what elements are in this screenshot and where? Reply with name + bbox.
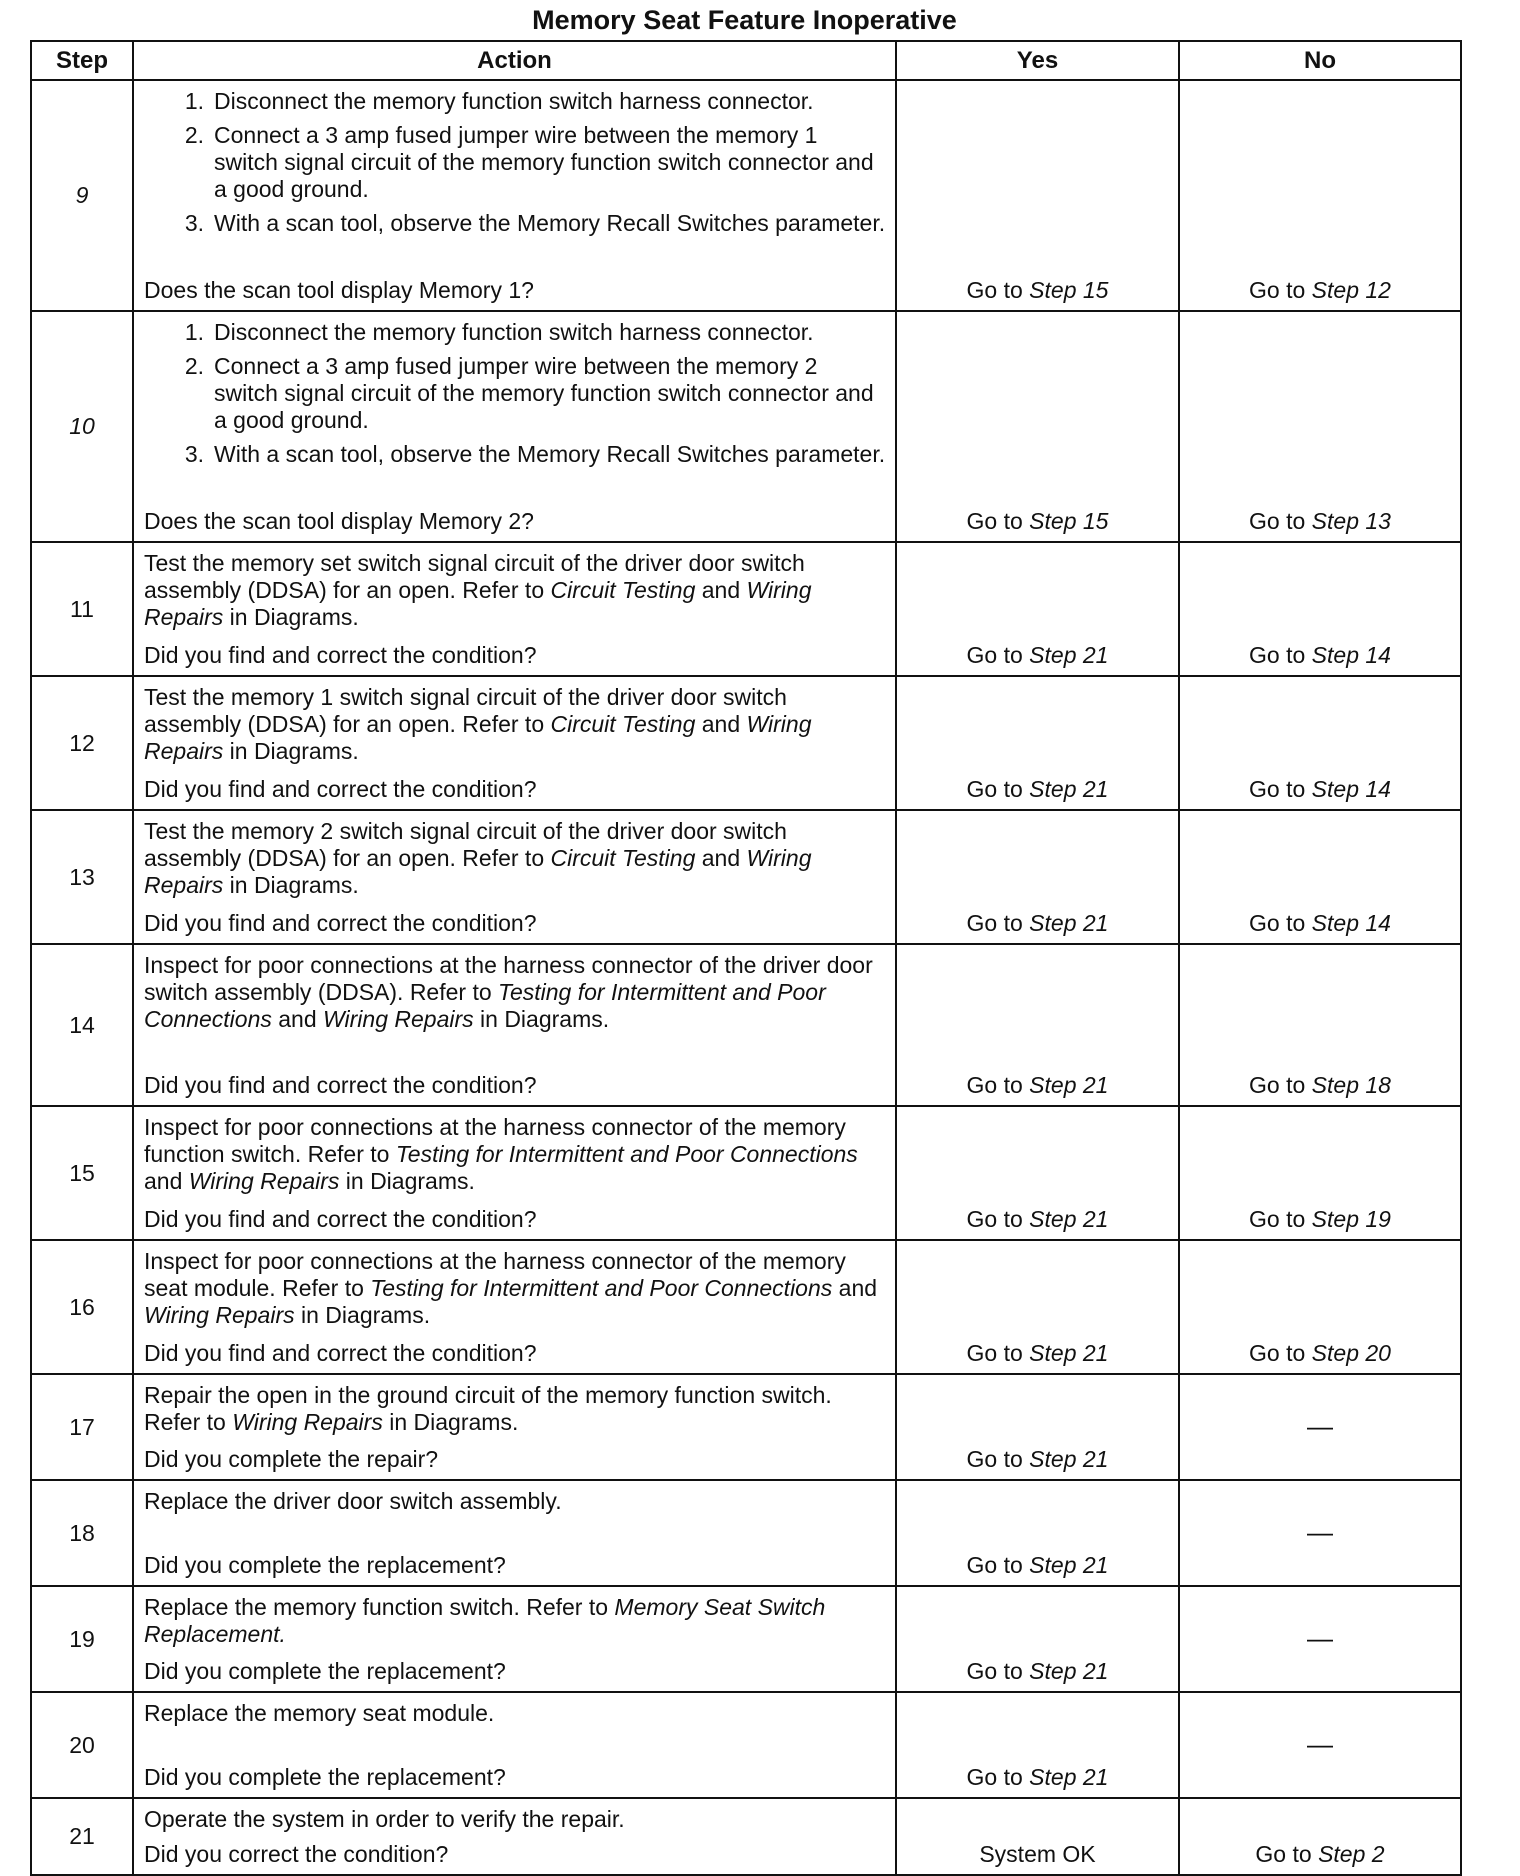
question-text: Did you find and correct the condition?	[144, 1072, 537, 1098]
step-link: Step 21	[1029, 910, 1109, 936]
step-number: 21	[31, 1798, 133, 1875]
step-number: 17	[31, 1374, 133, 1480]
page-title: Memory Seat Feature Inoperative	[532, 5, 957, 35]
no-cell: Go to Step 13	[1179, 311, 1461, 542]
no-cell: Go to Step 2	[1179, 1798, 1461, 1875]
doc-reference: Wiring Repairs	[144, 577, 812, 630]
instruction-text: Repair the open in the ground circuit of the memory function switch. Refer to Wiring Repairs in Diagrams.	[144, 1382, 832, 1435]
table-row	[31, 1374, 1461, 1480]
no-cell: Go to Step 18	[1179, 944, 1461, 1106]
step-link: Step 21	[1029, 1764, 1109, 1790]
diagnostic-table	[30, 40, 1462, 1876]
doc-reference: Testing for Intermittent and Poor Connections	[370, 1275, 833, 1301]
list-item: 2. Connect a 3 amp fused jumper wire between the memory 2 switch signal circuit of the memory function switch connector and a good ground.	[184, 353, 874, 433]
step-link: Step 12	[1311, 277, 1391, 303]
table-row	[31, 1586, 1461, 1692]
no-dash: —	[1307, 1517, 1333, 1547]
action-cell	[133, 944, 896, 1106]
step-number: 15	[31, 1106, 133, 1240]
step-number: 16	[31, 1240, 133, 1374]
list-item: 1. Disconnect the memory function switch harness connector.	[184, 319, 814, 345]
yes-cell: Go to Step 21	[896, 1106, 1179, 1240]
question-text: Does the scan tool display Memory 1?	[144, 277, 534, 303]
question-text: Did you complete the replacement?	[144, 1764, 506, 1790]
step-number: 19	[31, 1586, 133, 1692]
step-number: 11	[31, 542, 133, 676]
step-link: Step 21	[1029, 1072, 1109, 1098]
step-number: 10	[31, 311, 133, 542]
step-link: Step 21	[1029, 1446, 1109, 1472]
instruction-text: Inspect for poor connections at the harness connector of the memory function switch. Refer to Testing for Intermittent and Poor Connections and Wiring Repairs in Diagrams.	[144, 1114, 858, 1194]
yes-cell: Go to Step 21	[896, 1480, 1179, 1586]
table-row	[31, 944, 1461, 1106]
no-cell: Go to Step 12	[1179, 80, 1461, 311]
doc-reference: Wiring Repairs	[144, 845, 812, 898]
yes-cell: Go to Step 15	[896, 311, 1179, 542]
header-step: Step	[31, 41, 133, 80]
doc-reference: Wiring Repairs	[144, 1302, 295, 1328]
doc-reference: Wiring Repairs	[323, 1006, 474, 1032]
instruction-text: Test the memory set switch signal circuit of the driver door switch assembly (DDSA) for an open. Refer to Circuit Testing and Wiring Repairs in Diagrams.	[144, 550, 812, 630]
instruction-text: Replace the memory function switch. Refer to Memory Seat Switch Replacement.	[144, 1594, 826, 1647]
no-cell	[1179, 1374, 1461, 1480]
yes-cell: Go to Step 21	[896, 944, 1179, 1106]
step-link: Step 14	[1311, 776, 1391, 802]
doc-reference: Memory Seat Switch Replacement.	[144, 1594, 826, 1647]
yes-cell: Go to Step 21	[896, 676, 1179, 810]
step-link: Step 21	[1029, 1206, 1109, 1232]
step-link: Step 13	[1311, 508, 1391, 534]
doc-reference: Circuit Testing	[550, 711, 696, 737]
question-text: Did you find and correct the condition?	[144, 910, 537, 936]
header-yes: Yes	[896, 41, 1179, 80]
yes-cell: Go to Step 21	[896, 1586, 1179, 1692]
step-number: 20	[31, 1692, 133, 1798]
instruction-text: Replace the driver door switch assembly.	[144, 1488, 562, 1514]
step-link: Step 15	[1029, 508, 1109, 534]
step-number: 13	[31, 810, 133, 944]
action-cell	[133, 311, 896, 542]
no-cell: Go to Step 20	[1179, 1240, 1461, 1374]
step-link: Step 21	[1029, 1340, 1109, 1366]
doc-reference: Wiring Repairs	[188, 1168, 340, 1194]
step-link: Step 21	[1029, 1658, 1109, 1684]
question-text: Did you find and correct the condition?	[144, 1206, 537, 1232]
table-row	[31, 1480, 1461, 1586]
instruction-text: Replace the memory seat module.	[144, 1700, 495, 1726]
question-text: Did you correct the condition?	[144, 1841, 449, 1867]
question-text: Did you find and correct the condition?	[144, 776, 537, 802]
table-row	[31, 80, 1461, 311]
yes-cell: Go to Step 21	[896, 1374, 1179, 1480]
action-cell	[133, 80, 896, 311]
doc-reference: Circuit Testing	[550, 577, 696, 603]
question-text: Does the scan tool display Memory 2?	[144, 508, 534, 534]
no-cell: Go to Step 14	[1179, 542, 1461, 676]
instruction-text: Test the memory 1 switch signal circuit of the driver door switch assembly (DDSA) for an open. Refer to Circuit Testing and Wiring Repairs in Diagrams.	[144, 684, 812, 764]
step-link: Step 21	[1029, 1552, 1109, 1578]
step-link: Step 21	[1029, 642, 1109, 668]
instruction-text: Test the memory 2 switch signal circuit of the driver door switch assembly (DDSA) for an open. Refer to Circuit Testing and Wiring Repairs in Diagrams.	[144, 818, 812, 898]
table-row	[31, 1106, 1461, 1240]
header-action: Action	[133, 41, 896, 80]
step-link: Step 21	[1029, 776, 1109, 802]
no-cell: Go to Step 19	[1179, 1106, 1461, 1240]
action-cell	[133, 542, 896, 676]
step-link: Step 19	[1311, 1206, 1391, 1232]
step-link: Step 2	[1318, 1841, 1385, 1867]
table-row	[31, 1240, 1461, 1374]
doc-reference: Wiring Repairs	[144, 711, 812, 764]
doc-reference: Testing for Intermittent and Poor Connections	[144, 979, 826, 1032]
step-number: 18	[31, 1480, 133, 1586]
yes-cell: Go to Step 15	[896, 80, 1179, 311]
yes-cell	[896, 1798, 1179, 1875]
yes-cell: Go to Step 21	[896, 810, 1179, 944]
action-cell	[133, 1106, 896, 1240]
list-item: 3. With a scan tool, observe the Memory Recall Switches parameter.	[184, 441, 886, 467]
yes-result: System OK	[979, 1841, 1096, 1867]
action-cell	[133, 1240, 896, 1374]
table-row	[31, 810, 1461, 944]
question-text: Did you find and correct the condition?	[144, 642, 537, 668]
no-cell	[1179, 1586, 1461, 1692]
instruction-text: Inspect for poor connections at the harness connector of the memory seat module. Refer to Testing for Intermittent and Poor Connections and Wiring Repairs in Diagrams.	[144, 1248, 878, 1328]
action-cell	[133, 676, 896, 810]
question-text: Did you complete the replacement?	[144, 1552, 506, 1578]
question-text: Did you complete the repair?	[144, 1446, 439, 1472]
yes-cell: Go to Step 21	[896, 1692, 1179, 1798]
step-link: Step 20	[1311, 1340, 1391, 1366]
step-link: Step 14	[1311, 910, 1391, 936]
yes-cell: Go to Step 21	[896, 542, 1179, 676]
yes-cell: Go to Step 21	[896, 1240, 1179, 1374]
action-cell	[133, 1798, 896, 1875]
action-cell	[133, 810, 896, 944]
doc-reference: Testing for Intermittent and Poor Connections	[395, 1141, 858, 1167]
list-item: 2. Connect a 3 amp fused jumper wire between the memory 1 switch signal circuit of the memory function switch connector and a good ground.	[184, 122, 874, 202]
step-link: Step 18	[1311, 1072, 1391, 1098]
no-cell	[1179, 1692, 1461, 1798]
action-cell	[133, 1480, 896, 1586]
no-dash: —	[1307, 1623, 1333, 1653]
no-cell	[1179, 1480, 1461, 1586]
step-link: Step 15	[1029, 277, 1109, 303]
action-cell	[133, 1586, 896, 1692]
doc-reference: Circuit Testing	[550, 845, 696, 871]
table-row	[31, 1692, 1461, 1798]
table-row	[31, 542, 1461, 676]
step-number: 12	[31, 676, 133, 810]
doc-reference: Wiring Repairs	[232, 1409, 383, 1435]
table-row	[31, 1798, 1461, 1875]
list-item: 3. With a scan tool, observe the Memory Recall Switches parameter.	[184, 210, 886, 236]
instruction-text: Operate the system in order to verify the repair.	[144, 1806, 625, 1832]
step-number: 9	[31, 80, 133, 311]
instruction-list	[144, 319, 887, 468]
no-dash: —	[1307, 1729, 1333, 1759]
header-no: No	[1179, 41, 1461, 80]
instruction-list	[144, 88, 887, 237]
no-cell: Go to Step 14	[1179, 676, 1461, 810]
list-item: 1. Disconnect the memory function switch harness connector.	[184, 88, 814, 114]
step-number: 14	[31, 944, 133, 1106]
instruction-text: Inspect for poor connections at the harness connector of the driver door switch assembly (DDSA). Refer to Testing for Intermittent and Poor Connections and Wiring Repairs in Diagrams.	[144, 952, 873, 1032]
step-link: Step 14	[1311, 642, 1391, 668]
action-cell	[133, 1692, 896, 1798]
action-cell	[133, 1374, 896, 1480]
header-row	[31, 41, 1461, 80]
no-cell: Go to Step 14	[1179, 810, 1461, 944]
no-dash: —	[1307, 1411, 1333, 1441]
question-text: Did you complete the replacement?	[144, 1658, 506, 1684]
table-row	[31, 676, 1461, 810]
table-row	[31, 311, 1461, 542]
question-text: Did you find and correct the condition?	[144, 1340, 537, 1366]
